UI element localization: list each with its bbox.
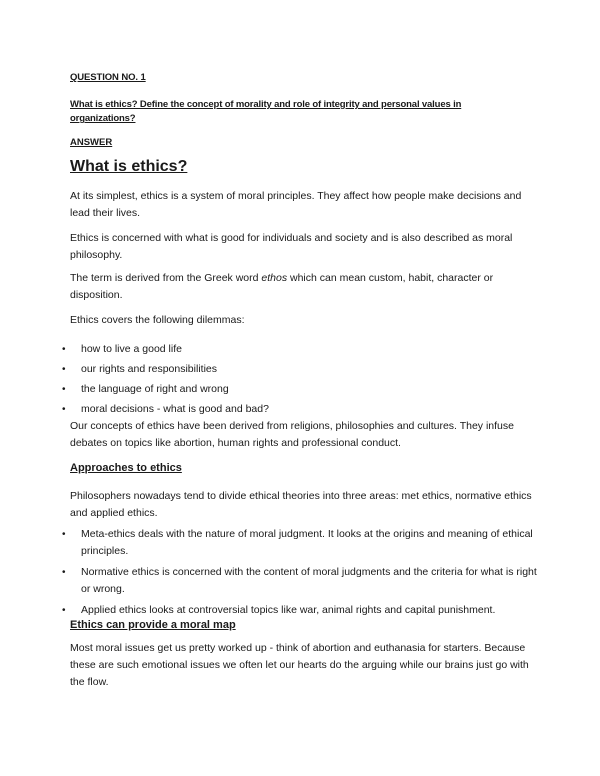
- paragraph-dilemmas-intro: Ethics covers the following dilemmas:: [70, 314, 245, 326]
- bullet-icon: •: [62, 605, 66, 616]
- bullet-icon: •: [62, 567, 66, 578]
- etymology-italic-word: ethos: [261, 272, 288, 284]
- list-item: [62, 564, 542, 598]
- list-item-text: Normative ethics is concerned with the content of moral judgments and the criteria for what is right or wrong.: [81, 566, 537, 595]
- list-item-text: Meta-ethics deals with the nature of moral judgment. It looks at the origins and meaning of ethical principles.: [81, 528, 533, 557]
- list-item: [62, 341, 542, 358]
- bullet-icon: •: [62, 384, 66, 395]
- approaches-list: [62, 526, 542, 623]
- list-item: [62, 381, 542, 398]
- etymology-text-before: The term is derived from the Greek word: [70, 272, 262, 284]
- list-item: [62, 401, 542, 418]
- question-label: QUESTION NO. 1: [70, 72, 146, 83]
- list-item-text: the language of right and wrong: [81, 383, 229, 395]
- etymology-text-after: which can mean custom, habit, character or disposition.: [70, 272, 494, 301]
- bullet-icon: •: [62, 364, 66, 375]
- paragraph-approaches-intro: Philosophers nowadays tend to divide ethical theories into three areas: met ethics, normative ethics and applied ethics.: [70, 490, 532, 519]
- list-item: [62, 602, 542, 619]
- heading-what-is-ethics: What is ethics?: [70, 158, 188, 175]
- list-item: [62, 361, 542, 378]
- list-item-text: how to live a good life: [81, 343, 182, 355]
- paragraph-origins: Our concepts of ethics have been derived from religions, philosophies and cultures. They infuse debates on topics like abortion, human rights and professional conduct.: [70, 420, 514, 449]
- list-item-text: moral decisions - what is good and bad?: [81, 403, 269, 415]
- question-text: What is ethics? Define the concept of morality and role of integrity and personal values in organizations?: [70, 99, 462, 124]
- list-item-text: Applied ethics looks at controversial topics like war, animal rights and capital punishment.: [81, 604, 496, 616]
- paragraph-etymology: [70, 270, 540, 304]
- answer-label: ANSWER: [70, 137, 113, 148]
- paragraph-concern: Ethics is concerned with what is good for individuals and society and is also described as moral philosophy.: [70, 232, 513, 261]
- dilemmas-list: [62, 341, 542, 421]
- list-item-text: our rights and responsibilities: [81, 363, 217, 375]
- bullet-icon: •: [62, 344, 66, 355]
- bullet-icon: •: [62, 404, 66, 415]
- paragraph-definition: At its simplest, ethics is a system of moral principles. They affect how people make decisions and lead their lives.: [70, 190, 522, 219]
- list-item: [62, 526, 542, 560]
- heading-moral-map: Ethics can provide a moral map: [70, 619, 236, 631]
- paragraph-moral-issues: Most moral issues get us pretty worked up - think of abortion and euthanasia for starters. Because these are such emotional issues we often let our hearts do the arguing while our brains just go with the flow.: [70, 642, 529, 688]
- bullet-icon: •: [62, 529, 66, 540]
- heading-approaches: Approaches to ethics: [70, 462, 182, 474]
